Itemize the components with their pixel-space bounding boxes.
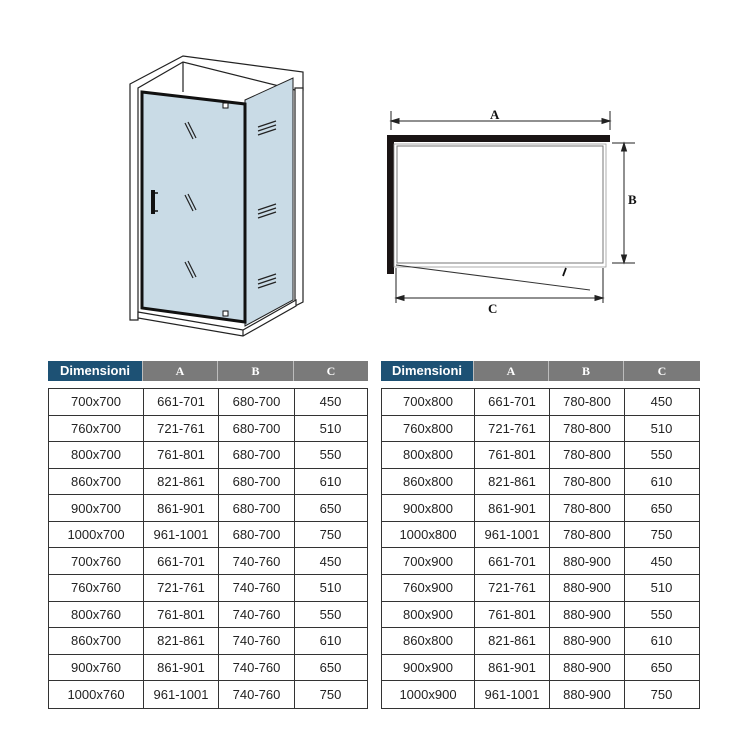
cell-b: 680-700: [219, 416, 295, 442]
cell-b: 680-700: [219, 495, 295, 521]
cell-b: 880-900: [550, 628, 625, 654]
header-dimensioni: Dimensioni: [48, 361, 143, 381]
table-row: [382, 628, 699, 655]
cell-c: 650: [650, 660, 673, 676]
cell-a: 661-701: [475, 548, 550, 574]
cell-a: 721-761: [475, 416, 550, 442]
cell-c: 750: [650, 687, 673, 703]
cell-c: 450: [319, 553, 342, 569]
cell-b: 680-700: [219, 469, 295, 495]
table-row: [49, 389, 367, 416]
cell-a: 821-861: [475, 469, 550, 495]
dimensions-table-left: [48, 361, 368, 709]
cell-dimensioni: 760x700: [49, 416, 144, 442]
dimension-label-c: C: [488, 301, 498, 316]
cell-b: 880-900: [550, 655, 625, 681]
cell-c: 510: [650, 420, 673, 436]
cell-c: 610: [650, 474, 673, 490]
cell-a: 961-1001: [144, 522, 219, 548]
cell-c: 550: [319, 447, 342, 463]
cell-a: 861-901: [144, 495, 219, 521]
cell-dimensioni: 860x700: [49, 628, 144, 654]
cell-dimensioni: 700x760: [49, 548, 144, 574]
header-a: A: [474, 361, 549, 381]
cell-c: 650: [319, 500, 342, 516]
cell-b: 740-760: [219, 628, 295, 654]
table-header: [48, 361, 368, 381]
table-header: [381, 361, 700, 381]
cell-c: 750: [319, 527, 342, 543]
cell-dimensioni: 1000x800: [382, 522, 475, 548]
header-b: B: [218, 361, 294, 381]
cell-b: 680-700: [219, 442, 295, 468]
table-row: [49, 495, 367, 522]
cell-b: 780-800: [550, 442, 625, 468]
cell-a: 761-801: [475, 442, 550, 468]
cell-a: 961-1001: [475, 522, 550, 548]
header-c: C: [294, 361, 368, 381]
cell-b: 880-900: [550, 548, 625, 574]
cell-a: 761-801: [144, 442, 219, 468]
cell-c: 550: [319, 606, 342, 622]
cell-b: 680-700: [219, 389, 295, 415]
cell-b: 680-700: [219, 522, 295, 548]
table-row: [382, 655, 699, 682]
cell-b: 740-760: [219, 575, 295, 601]
table-body: [381, 388, 700, 709]
table-row: [382, 495, 699, 522]
table-row: [382, 469, 699, 496]
cell-dimensioni: 700x800: [382, 389, 475, 415]
table-row: [49, 469, 367, 496]
header-c: C: [624, 361, 700, 381]
cell-dimensioni: 1000x700: [49, 522, 144, 548]
table-body: [48, 388, 368, 709]
cell-b: 740-760: [219, 602, 295, 628]
cell-c: 750: [319, 687, 342, 703]
table-row: [49, 522, 367, 549]
table-row: [382, 389, 699, 416]
cell-dimensioni: 900x760: [49, 655, 144, 681]
cell-a: 721-761: [144, 416, 219, 442]
cell-dimensioni: 860x700: [49, 469, 144, 495]
dimension-label-a: A: [490, 107, 500, 122]
cell-dimensioni: 800x700: [49, 442, 144, 468]
cell-a: 661-701: [144, 548, 219, 574]
table-row: [49, 442, 367, 469]
cell-c: 550: [650, 606, 673, 622]
cell-dimensioni: 860x800: [382, 628, 475, 654]
cell-dimensioni: 800x760: [49, 602, 144, 628]
cell-b: 740-760: [219, 681, 295, 708]
cell-c: 510: [319, 420, 342, 436]
cell-a: 661-701: [475, 389, 550, 415]
cell-b: 780-800: [550, 522, 625, 548]
cell-c: 550: [650, 447, 673, 463]
cell-a: 661-701: [144, 389, 219, 415]
cell-a: 821-861: [144, 469, 219, 495]
cell-c: 610: [319, 633, 342, 649]
cell-b: 780-800: [550, 469, 625, 495]
header-dimensioni: Dimensioni: [381, 361, 474, 381]
cell-dimensioni: 760x800: [382, 416, 475, 442]
table-row: [382, 442, 699, 469]
cell-dimensioni: 760x900: [382, 575, 475, 601]
cell-b: 880-900: [550, 602, 625, 628]
cell-dimensioni: 1000x900: [382, 681, 475, 708]
table-row: [49, 628, 367, 655]
cell-dimensioni: 760x760: [49, 575, 144, 601]
cell-a: 721-761: [144, 575, 219, 601]
cell-c: 750: [650, 527, 673, 543]
cell-b: 780-800: [550, 416, 625, 442]
table-row: [49, 602, 367, 629]
cell-a: 721-761: [475, 575, 550, 601]
cell-a: 821-861: [144, 628, 219, 654]
table-row: [49, 681, 367, 708]
cell-dimensioni: 900x700: [49, 495, 144, 521]
cell-dimensioni: 700x900: [382, 548, 475, 574]
cell-c: 450: [650, 553, 673, 569]
cell-a: 821-861: [475, 628, 550, 654]
cell-a: 761-801: [144, 602, 219, 628]
table-row: [382, 575, 699, 602]
cell-dimensioni: 800x800: [382, 442, 475, 468]
cell-c: 650: [319, 660, 342, 676]
cell-c: 610: [319, 474, 342, 490]
cell-a: 861-901: [144, 655, 219, 681]
table-row: [382, 416, 699, 443]
table-row: [49, 416, 367, 443]
cell-b: 880-900: [550, 681, 625, 708]
cell-c: 450: [650, 394, 673, 410]
cell-a: 761-801: [475, 602, 550, 628]
table-row: [382, 548, 699, 575]
cell-a: 861-901: [475, 495, 550, 521]
cell-dimensioni: 900x900: [382, 655, 475, 681]
cell-b: 880-900: [550, 575, 625, 601]
cell-b: 740-760: [219, 655, 295, 681]
cell-b: 780-800: [550, 495, 625, 521]
cell-c: 510: [650, 580, 673, 596]
table-row: [382, 522, 699, 549]
cell-b: 780-800: [550, 389, 625, 415]
cell-dimensioni: 700x700: [49, 389, 144, 415]
header-a: A: [143, 361, 218, 381]
cell-a: 961-1001: [475, 681, 550, 708]
cell-a: 861-901: [475, 655, 550, 681]
cell-dimensioni: 900x800: [382, 495, 475, 521]
cell-b: 740-760: [219, 548, 295, 574]
cell-dimensioni: 860x800: [382, 469, 475, 495]
table-row: [49, 548, 367, 575]
cell-c: 510: [319, 580, 342, 596]
table-row: [382, 681, 699, 708]
table-row: [49, 575, 367, 602]
cell-c: 650: [650, 500, 673, 516]
dimension-label-b: B: [628, 192, 637, 207]
cell-c: 450: [319, 394, 342, 410]
dimensions-table-right: [381, 361, 700, 709]
cell-a: 961-1001: [144, 681, 219, 708]
table-row: [382, 602, 699, 629]
cell-dimensioni: 1000x760: [49, 681, 144, 708]
table-row: [49, 655, 367, 682]
header-b: B: [549, 361, 624, 381]
cell-dimensioni: 800x900: [382, 602, 475, 628]
cell-c: 610: [650, 633, 673, 649]
